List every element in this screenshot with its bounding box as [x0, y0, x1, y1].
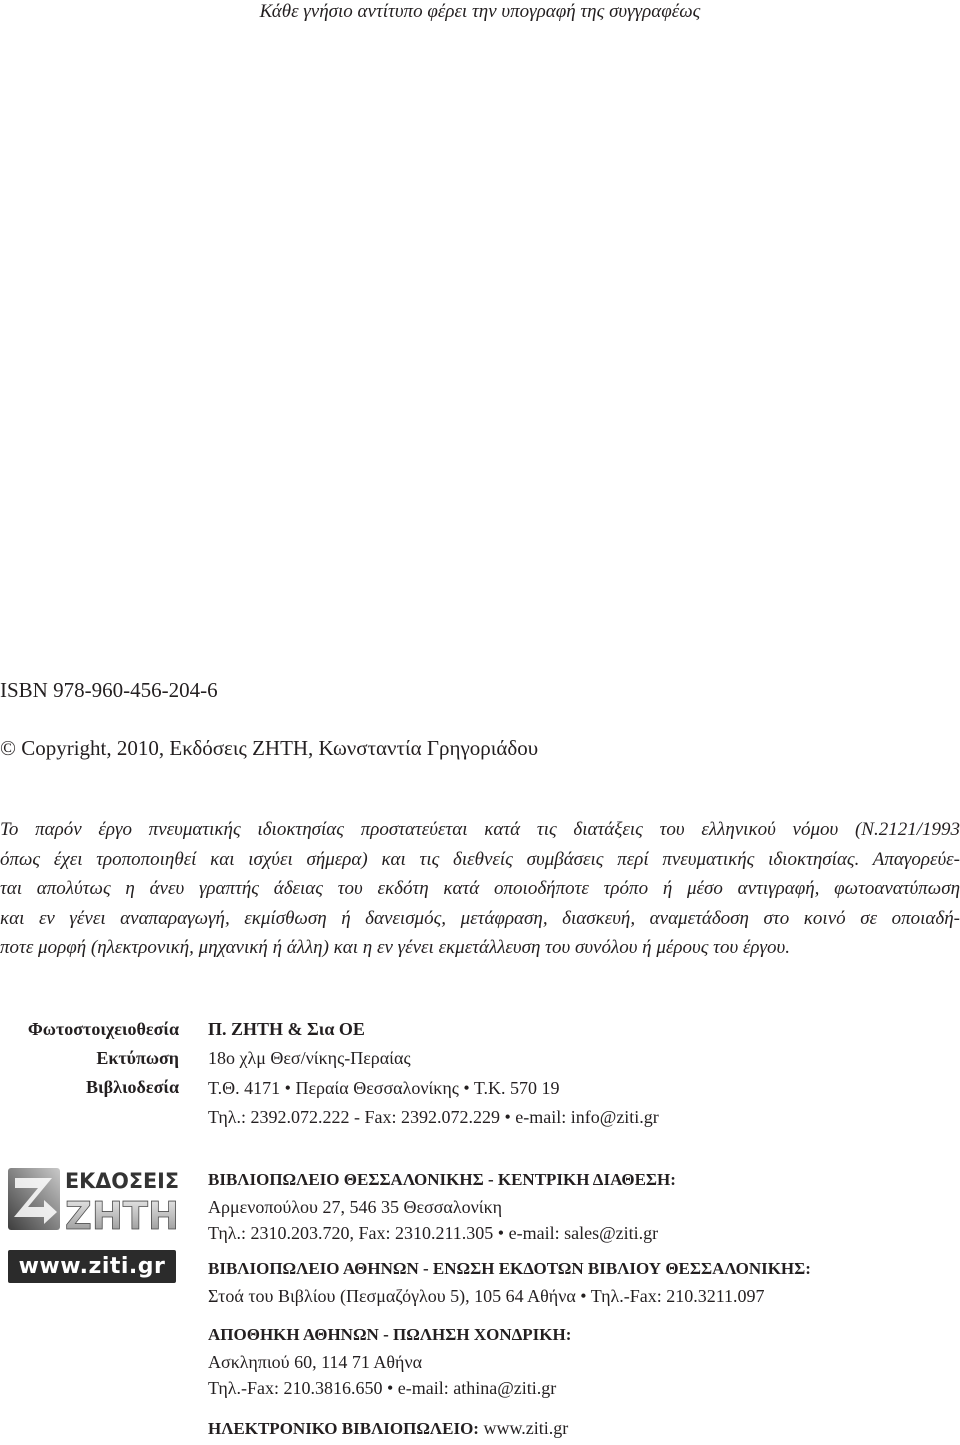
legal-notice-line: όπως έχει τροποποιηθεί και ισχύει σήμερα) και τις διεθνείς συμβάσεις περί πνευματικής ιδιοκτησίας. Απαγορεύε- — [0, 848, 960, 870]
warehouse-athens — [208, 1322, 960, 1402]
online-store-label: ΗΛΕΚΤΡΟΝΙΚΟ ΒΙΒΛΙΟΠΩΛΕΙΟ: — [208, 1419, 479, 1438]
store-athens — [208, 1256, 960, 1309]
website-badge: www.ziti.gr — [8, 1250, 176, 1283]
signature-note: Κάθε γνήσιο αντίτυπο φέρει την υπογραφή της συγγραφέως — [259, 1, 701, 22]
online-store — [208, 1415, 960, 1442]
company-address-line: Τ.Θ. 4171 • Περαία Θεσσαλονίκης • Τ.Κ. 570 19 — [208, 1077, 560, 1098]
store-title: ΒΙΒΛΙΟΠΩΛΕΙΟ ΘΕΣΣΑΛΟΝΙΚΗΣ - ΚΕΝΤΡΙΚΗ ΔΙΑΘΕΣΗ: — [208, 1170, 676, 1189]
logo-publisher-word: ΕΚΔΟΣΕΙΣ — [65, 1169, 179, 1193]
store-address: Αρμενοπούλου 27, 546 35 Θεσσαλονίκη — [208, 1196, 503, 1217]
production-roles — [0, 1015, 179, 1103]
legal-notice-line: και εν γένει αναπαραγωγή, εκμίσθωση ή δανεισμός, μετάφραση, διασκευή, αναμετάδοση στο κοινό σε οποιαδή- — [0, 907, 960, 929]
copyright-line: © Copyright, 2010, Εκδόσεις ΖΗΤΗ, Κωνσταντία Γρηγοριάδου — [0, 736, 539, 760]
store-address: Ασκληπιού 60, 114 71 Αθήνα — [208, 1351, 423, 1372]
store-contact: Τηλ.: 2310.203.720, Fax: 2310.211.305 • e-mail: sales@ziti.gr — [208, 1223, 659, 1244]
publisher-logo — [6, 1164, 180, 1236]
legal-notice-line: Το παρόν έργο πνευματικής ιδιοκτησίας προστατεύεται κατά τις διατάξεις του ελληνικού νόμου (Ν.2121/1993 — [0, 819, 960, 840]
role-binding: Βιβλιοδεσία — [86, 1077, 179, 1098]
store-title: ΒΙΒΛΙΟΠΩΛΕΙΟ ΑΘΗΝΩΝ - ΕΝΩΣΗ ΕΚΔΟΤΩΝ ΒΙΒΛΙΟΥ ΘΕΣΣΑΛΟΝΙΚΗΣ: — [208, 1259, 811, 1278]
company-address-line: 18ο χλμ Θεσ/νίκης-Περαίας — [208, 1048, 411, 1069]
legal-notice-line: ται απολύτως η άνευ γραπτής άδειας του εκδότη κατά οποιοδήποτε τρόπο ή μέσο αντιγραφή, φωτοανατύπωση — [0, 878, 960, 900]
legal-notice — [0, 815, 960, 963]
store-contact: Τηλ.-Fax: 210.3816.650 • e-mail: athina@ziti.gr — [208, 1378, 557, 1399]
online-store-url: www.ziti.gr — [483, 1418, 569, 1438]
isbn: ISBN 978-960-456-204-6 — [0, 678, 218, 702]
store-address: Στοά του Βιβλίου (Πεσμαζόγλου 5), 105 64 Αθήνα • Τηλ.-Fax: 210.3211.097 — [208, 1285, 765, 1306]
production-company — [208, 1015, 960, 1132]
store-thessaloniki — [208, 1167, 960, 1247]
company-name: Π. ΖΗΤΗ & Σια ΟΕ — [208, 1019, 365, 1039]
logo-brand-name: ΖΗΤΗ — [65, 1194, 179, 1236]
role-typesetting: Φωτοστοιχειοθεσία — [27, 1019, 179, 1039]
legal-notice-line: ποτε μορφή (ηλεκτρονική, μηχανική ή άλλη) και η εν γένει εκμετάλλευση του συνόλου ή μέρους του έργου. — [0, 937, 791, 959]
company-contact-line: Τηλ.: 2392.072.222 - Fax: 2392.072.229 • e-mail: info@ziti.gr — [208, 1106, 659, 1127]
store-title: ΑΠΟΘΗΚΗ ΑΘΗΝΩΝ - ΠΩΛΗΣΗ ΧΟΝΔΡΙΚΗ: — [208, 1325, 572, 1344]
role-printing: Εκτύπωση — [96, 1048, 179, 1069]
